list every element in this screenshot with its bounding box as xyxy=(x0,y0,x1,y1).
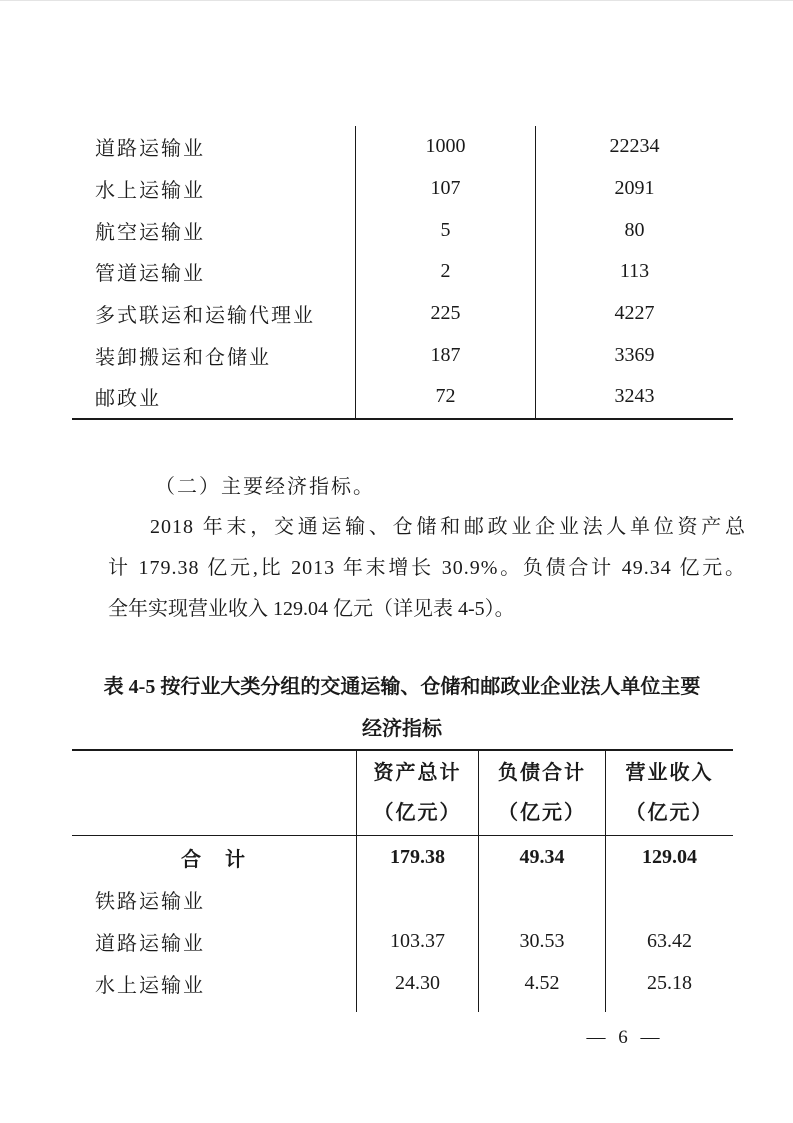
header-name: 营业收入 xyxy=(625,762,714,784)
table-cell: 4227 xyxy=(535,293,733,335)
table-row-label: 航空运输业 xyxy=(95,221,205,244)
body-paragraph xyxy=(108,507,746,630)
header-unit: （亿元） xyxy=(625,802,714,824)
table45-header-assets xyxy=(356,751,478,835)
table45-header-revenue xyxy=(605,751,733,835)
units-table-continued xyxy=(72,126,733,420)
table-cell: 5 xyxy=(355,209,535,251)
table-cell: 113 xyxy=(535,251,733,293)
table-row-label: 铁路运输业 xyxy=(95,890,205,913)
table45-header-liabilities xyxy=(478,751,605,835)
table-cell: 49.34 xyxy=(478,836,605,878)
table-row-total xyxy=(72,836,733,878)
table-cell: 103.37 xyxy=(356,920,478,962)
table-cell: 225 xyxy=(355,293,535,335)
header-unit: （亿元） xyxy=(498,802,586,824)
table-cell: 3369 xyxy=(535,334,733,376)
paragraph-line: 全年实现营业收入 129.04 亿元（详见表 4-5）。 xyxy=(108,598,515,620)
table-cell: 63.42 xyxy=(605,920,733,962)
table-cell: 179.38 xyxy=(356,836,478,878)
table-cell-empty xyxy=(72,1004,356,1012)
table-cell: 3243 xyxy=(535,376,733,418)
table-row-label: 道路运输业 xyxy=(95,932,205,955)
table-cell: 25.18 xyxy=(605,962,733,1004)
table-row xyxy=(72,962,733,1004)
table-cell xyxy=(478,878,605,920)
table-cell: 1000 xyxy=(355,126,535,168)
header-name: 负债合计 xyxy=(498,762,586,784)
table-cell: 107 xyxy=(355,168,535,210)
table45-header-empty xyxy=(72,751,356,835)
table-row-label: 水上运输业 xyxy=(95,974,205,997)
section-heading: （二）主要经济指标。 xyxy=(155,475,375,498)
table-cell xyxy=(356,878,478,920)
table-cell: 129.04 xyxy=(605,836,733,878)
table-row-label: 道路运输业 xyxy=(95,138,205,161)
table-row-label: 管道运输业 xyxy=(95,263,205,286)
table-divider-tail xyxy=(72,1004,733,1012)
table-cell: 187 xyxy=(355,334,535,376)
table-row-label: 邮政业 xyxy=(95,388,161,411)
header-name: 资产总计 xyxy=(373,762,462,784)
table-row-label: 装卸搬运和仓储业 xyxy=(95,346,271,369)
table-cell xyxy=(605,878,733,920)
table-cell: 2 xyxy=(355,251,535,293)
table-cell: 4.52 xyxy=(478,962,605,1004)
table-cell-empty xyxy=(605,1004,733,1012)
table45-header-row xyxy=(72,751,733,836)
table-row-label: 多式联运和运输代理业 xyxy=(95,305,315,328)
table-cell: 80 xyxy=(535,209,733,251)
table45-title-line1: 表 4-5 按行业大类分组的交通运输、仓储和邮政业企业法人单位主要 xyxy=(103,676,701,698)
paragraph-line: 2018 年末，交通运输、仓储和邮政业企业法人单位资产总 xyxy=(150,516,746,538)
page-number: — 6 — xyxy=(586,1027,664,1048)
table-row-label: 合 计 xyxy=(181,848,247,871)
table45 xyxy=(72,749,733,1012)
table-cell-empty xyxy=(478,1004,605,1012)
table-row xyxy=(72,878,733,920)
table-row xyxy=(72,920,733,962)
table-row-label: 水上运输业 xyxy=(95,180,205,203)
table-cell: 24.30 xyxy=(356,962,478,1004)
table-cell: 72 xyxy=(355,376,535,418)
header-unit: （亿元） xyxy=(373,802,462,824)
table45-title-line2: 经济指标 xyxy=(362,718,442,740)
table-cell: 30.53 xyxy=(478,920,605,962)
table45-title xyxy=(66,666,738,750)
table-cell-empty xyxy=(356,1004,478,1012)
paragraph-line: 计 179.38 亿元,比 2013 年末增长 30.9%。负债合计 49.34 亿元。 xyxy=(108,557,746,579)
table-cell: 2091 xyxy=(535,168,733,210)
table-cell: 22234 xyxy=(535,126,733,168)
